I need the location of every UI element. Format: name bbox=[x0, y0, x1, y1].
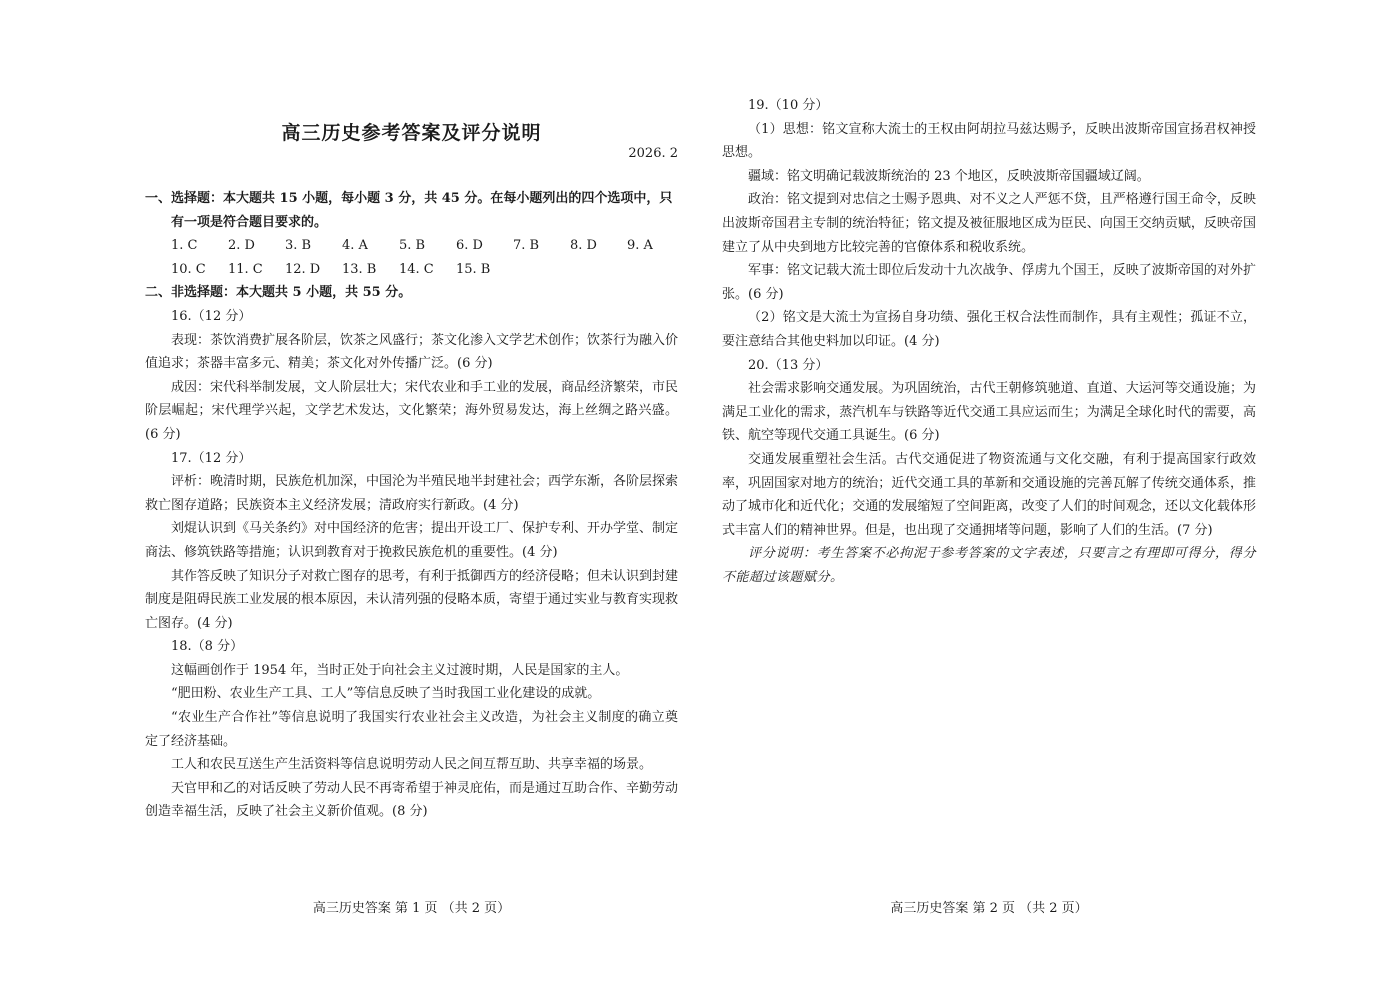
mc-answer: 9. A bbox=[627, 238, 653, 254]
mc-answer: 4. A bbox=[342, 238, 368, 254]
mc-answer: 7. B bbox=[513, 238, 540, 254]
mc-answer: 10. C bbox=[171, 261, 206, 277]
q18-heading: 18.（8 分） bbox=[171, 639, 244, 655]
mc-answer: 6. D bbox=[456, 238, 483, 254]
mc-answer: 12. D bbox=[285, 261, 321, 277]
mc-answers-row-2 bbox=[145, 258, 678, 282]
left-column bbox=[145, 187, 678, 824]
q18-paragraph: 这幅画创作于 1954 年，当时正处于向社会主义过渡时期，人民是国家的主人。 bbox=[171, 662, 629, 678]
mc-answer: 1. C bbox=[171, 238, 198, 254]
mc-answer: 5. B bbox=[399, 238, 426, 254]
q16-heading: 16.（12 分） bbox=[171, 308, 252, 324]
grading-note: 评分说明：考生答案不必拘泥于参考答案的文字表述，只要言之有理即可得分，得分不能超过该题赋分。 bbox=[722, 546, 1256, 585]
q19-paragraph: （1）思想：铭文宣称大流士的王权由阿胡拉马兹达赐予，反映出波斯帝国宣扬君权神授思想。 bbox=[722, 121, 1256, 161]
q19-paragraph: 军事：铭文记载大流士即位后发动十九次战争、俘虏九个国王，反映了波斯帝国的对外扩张。(6 分) bbox=[722, 263, 1256, 302]
mc-answer: 2. D bbox=[228, 238, 255, 254]
mc-answer: 3. B bbox=[285, 238, 312, 254]
mc-answer: 13. B bbox=[342, 261, 377, 277]
q19-paragraph: 疆域：铭文明确记载波斯统治的 23 个地区，反映波斯帝国疆域辽阔。 bbox=[748, 168, 1150, 184]
mc-answer: 8. D bbox=[570, 238, 597, 254]
mc-answer: 11. C bbox=[228, 261, 263, 277]
document-title: 高三历史参考答案及评分说明 bbox=[281, 122, 542, 144]
q17-paragraph: 刘焜认识到《马关条约》对中国经济的危害；提出开设工厂、保护专利、开办学堂、制定商法、修筑铁路等措施；认识到教育对于挽救民族危机的重要性。(4 分) bbox=[145, 521, 679, 560]
document-date: 2026. 2 bbox=[628, 146, 678, 161]
q16-paragraph: 成因：宋代科举制发展，文人阶层壮大；宋代农业和手工业的发展，商品经济繁荣，市民阶层崛起；宋代理学兴起，文学艺术发达，文化繁荣；海外贸易发达，海上丝绸之路兴盛。(6 分) bbox=[145, 379, 679, 442]
page-footer-2: 高三历史答案 第 2 页 （共 2 页） bbox=[890, 901, 1088, 916]
q17-paragraph: 其作答反映了知识分子对救亡图存的思考，有利于抵御西方的经济侵略；但未认识到封建制度是阻碍民族工业发展的根本原因，未认清列强的侵略本质，寄望于通过实业与教育实现救亡图存。(4 分) bbox=[145, 568, 679, 631]
mc-answers-row-1 bbox=[145, 234, 678, 258]
q16-paragraph: 表现：茶饮消费扩展各阶层，饮茶之风盛行；茶文化渗入文学艺术创作；饮茶行为融入价值追求；茶器丰富多元、精美；茶文化对外传播广泛。(6 分) bbox=[145, 332, 679, 372]
q18-paragraph: “肥田粉、农业生产工具、工人”等信息反映了当时我国工业化建设的成就。 bbox=[171, 686, 601, 702]
q18-paragraph: 工人和农民互送生产生活资料等信息说明劳动人民之间互帮互助、共享幸福的场景。 bbox=[171, 757, 653, 773]
page-footer-1: 高三历史答案 第 1 页 （共 2 页） bbox=[312, 901, 511, 916]
q19-paragraph: 政治：铭文提到对忠信之士赐予恩典、对不义之人严惩不贷，且严格遵行国王命令，反映出波斯帝国君主专制的统治特征；铭文提及被征服地区成为臣民、向国王交纳贡赋，反映帝国建立了从中央到地方比较完善的官僚体系和税收系统。 bbox=[722, 192, 1256, 255]
q19-paragraph: （2）铭文是大流士为宣扬自身功绩、强化王权合法性而制作，具有主观性；孤证不立，要注意结合其他史料加以印证。(4 分) bbox=[722, 310, 1256, 349]
q18-paragraph: 天官甲和乙的对话反映了劳动人民不再寄希望于神灵庇佑，而是通过互助合作、辛勤劳动创造幸福生活，反映了社会主义新价值观。(8 分) bbox=[145, 780, 679, 820]
q20-paragraph: 社会需求影响交通发展。为巩固统治，古代王朝修筑驰道、直道、大运河等交通设施；为满足工业化的需求，蒸汽机车与铁路等近代交通工具应运而生；为满足全球化时代的需要，高铁、航空等现代交通工具诞生。(6 分) bbox=[722, 381, 1256, 444]
right-column bbox=[722, 94, 1256, 589]
mc-answer: 15. B bbox=[456, 261, 491, 277]
q19-heading: 19.（10 分） bbox=[748, 98, 829, 113]
section-2-heading: 二、非选择题：本大题共 5 小题，共 55 分。 bbox=[145, 285, 412, 301]
q17-heading: 17.（12 分） bbox=[171, 450, 252, 466]
q17-paragraph: 评析：晚清时期，民族危机加深，中国沦为半殖民地半封建社会；西学东渐，各阶层探索救亡图存道路；民族资本主义经济发展；清政府实行新政。(4 分) bbox=[145, 474, 679, 513]
section-1-heading: 一、选择题：本大题共 15 小题，每小题 3 分，共 45 分。在每小题列出的四个选项中，只有一项是符合题目要求的。 bbox=[145, 191, 673, 230]
q18-paragraph: “农业生产合作社”等信息说明了我国实行农业社会主义改造，为社会主义制度的确立奠定了经济基础。 bbox=[145, 710, 678, 749]
q20-paragraph: 交通发展重塑社会生活。古代交通促进了物资流通与文化交融，有利于提高国家行政效率，巩固国家对地方的统治；近代交通工具的革新和交通设施的完善瓦解了传统交通体系，推动了城市化和近代化；交通的发展缩短了空间距离，改变了人们的时间观念，还以文化载体形式丰富人们的精神世界。但是，也出现了交通拥堵等问题，影响了人们的生活。(7 分) bbox=[722, 451, 1256, 538]
q20-heading: 20.（13 分） bbox=[748, 357, 829, 373]
mc-answer: 14. C bbox=[399, 261, 434, 277]
